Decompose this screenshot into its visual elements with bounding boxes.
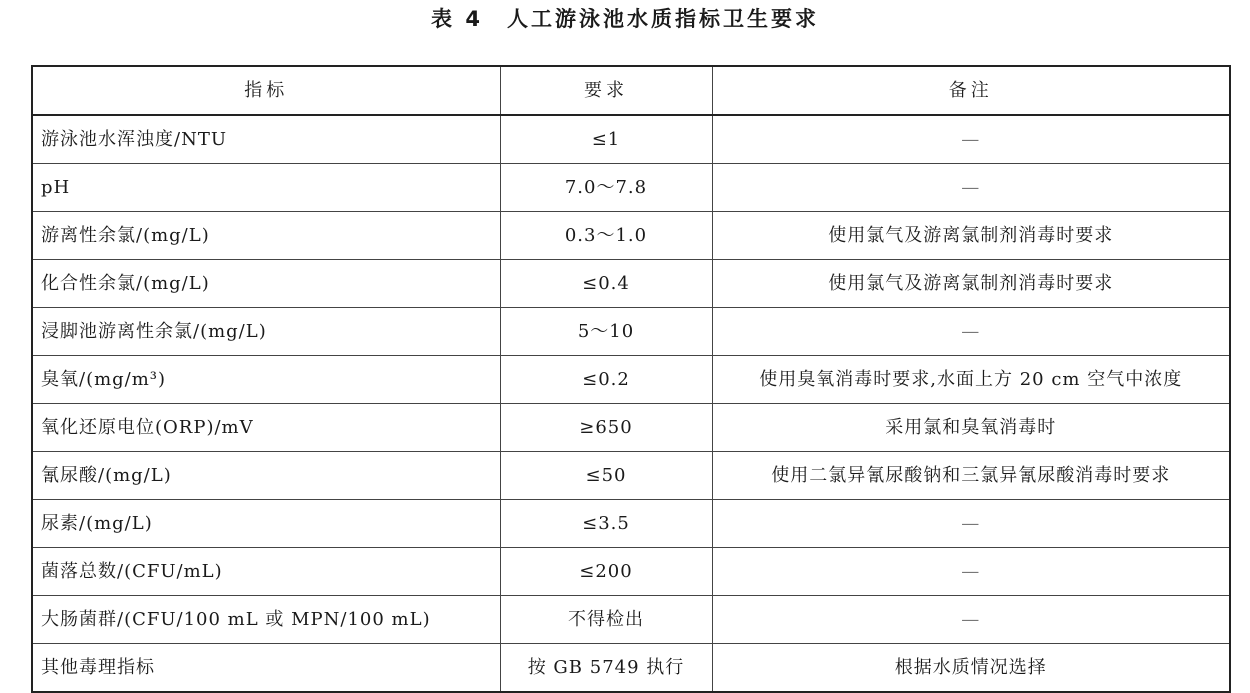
header-note: 备注 bbox=[712, 66, 1230, 115]
cell-requirement: 0.3～1.0 bbox=[500, 212, 712, 260]
cell-requirement: ≤50 bbox=[500, 452, 712, 500]
table-row bbox=[32, 308, 1230, 356]
cell-requirement: 不得检出 bbox=[500, 596, 712, 644]
cell-indicator: 臭氧/(mg/m³) bbox=[32, 356, 500, 404]
cell-note: 使用臭氧消毒时要求,水面上方 20 cm 空气中浓度 bbox=[712, 356, 1230, 404]
table-header-row bbox=[32, 66, 1230, 115]
header-indicator: 指标 bbox=[32, 66, 500, 115]
cell-indicator: pH bbox=[32, 164, 500, 212]
table-body bbox=[32, 115, 1230, 692]
table-row bbox=[32, 404, 1230, 452]
table-row bbox=[32, 452, 1230, 500]
cell-note: — bbox=[712, 308, 1230, 356]
cell-requirement: ≤0.2 bbox=[500, 356, 712, 404]
cell-requirement: ≥650 bbox=[500, 404, 712, 452]
table-row bbox=[32, 500, 1230, 548]
table-row bbox=[32, 548, 1230, 596]
table-row bbox=[32, 644, 1230, 693]
cell-note: 采用氯和臭氧消毒时 bbox=[712, 404, 1230, 452]
cell-requirement: ≤1 bbox=[500, 115, 712, 164]
cell-indicator: 浸脚池游离性余氯/(mg/L) bbox=[32, 308, 500, 356]
cell-requirement: ≤3.5 bbox=[500, 500, 712, 548]
cell-note: — bbox=[712, 500, 1230, 548]
cell-requirement: ≤0.4 bbox=[500, 260, 712, 308]
header-requirement: 要求 bbox=[500, 66, 712, 115]
water-quality-table bbox=[31, 65, 1231, 693]
cell-note: 使用氯气及游离氯制剂消毒时要求 bbox=[712, 212, 1230, 260]
cell-note: — bbox=[712, 548, 1230, 596]
cell-note: — bbox=[712, 164, 1230, 212]
table-row bbox=[32, 356, 1230, 404]
cell-indicator: 其他毒理指标 bbox=[32, 644, 500, 693]
cell-indicator: 菌落总数/(CFU/mL) bbox=[32, 548, 500, 596]
table-row bbox=[32, 164, 1230, 212]
cell-indicator: 游离性余氯/(mg/L) bbox=[32, 212, 500, 260]
cell-note: 根据水质情况选择 bbox=[712, 644, 1230, 693]
cell-indicator: 氧化还原电位(ORP)/mV bbox=[32, 404, 500, 452]
table-row bbox=[32, 260, 1230, 308]
cell-requirement: 7.0～7.8 bbox=[500, 164, 712, 212]
cell-requirement: ≤200 bbox=[500, 548, 712, 596]
table-row bbox=[32, 115, 1230, 164]
cell-note: — bbox=[712, 596, 1230, 644]
cell-note: 使用二氯异氰尿酸钠和三氯异氰尿酸消毒时要求 bbox=[712, 452, 1230, 500]
table-row bbox=[32, 596, 1230, 644]
cell-note: — bbox=[712, 115, 1230, 164]
cell-indicator: 游泳池水浑浊度/NTU bbox=[32, 115, 500, 164]
cell-note: 使用氯气及游离氯制剂消毒时要求 bbox=[712, 260, 1230, 308]
table-title: 表 4 人工游泳池水质指标卫生要求 bbox=[431, 7, 819, 31]
cell-requirement: 按 GB 5749 执行 bbox=[500, 644, 712, 693]
cell-indicator: 氰尿酸/(mg/L) bbox=[32, 452, 500, 500]
cell-indicator: 尿素/(mg/L) bbox=[32, 500, 500, 548]
cell-indicator: 大肠菌群/(CFU/100 mL 或 MPN/100 mL) bbox=[32, 596, 500, 644]
cell-requirement: 5～10 bbox=[500, 308, 712, 356]
table-row bbox=[32, 212, 1230, 260]
cell-indicator: 化合性余氯/(mg/L) bbox=[32, 260, 500, 308]
